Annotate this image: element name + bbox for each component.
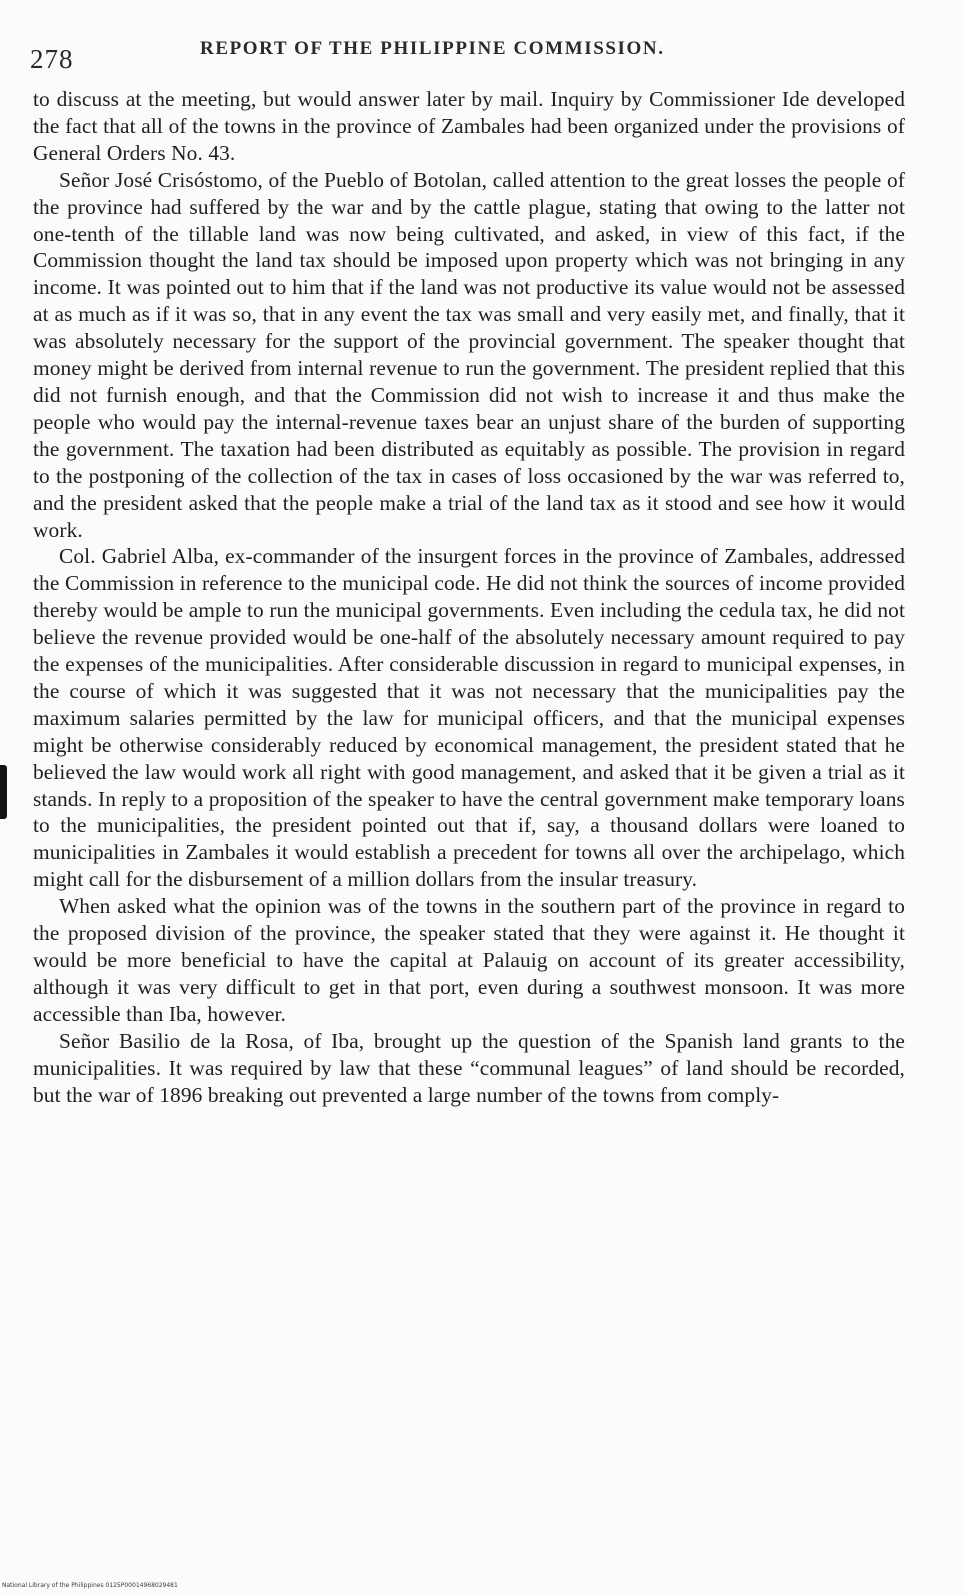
paragraph-de-la-rosa: Señor Basilio de la Rosa, of Iba, brought up the question of the Spanish land grants to the municipalities. It was required by law that these “communal leagues” of land should be recorded, but the war of 1896 breaking out prevented a large number of the towns from comply-	[33, 1028, 905, 1107]
scan-credit: National Library of the Philippines 0125P00014968029481	[2, 1582, 178, 1589]
paragraph-southern-towns: When asked what the opinion was of the towns in the southern part of the province in regard to the proposed division of the province, the speaker stated that they were against it. He thought it would be more beneficial to have the capital at Palauig on account of its greater accessibility, although it was very difficult to get in that port, even during a southwest monsoon. It was more accessible than Iba, however.	[33, 894, 905, 1026]
paragraph-crisostomo: Señor José Crisóstomo, of the Pueblo of Botolan, called attention to the great losses the people of the province had suffered by the war and by the cattle plague, stating that owing to the latter not one-tenth of the tillable land was now being cultivated, and asked, in view of this fact, if the Commission thought the land tax should be imposed upon property which was not bringing in any income. It was pointed out to him that if the land was not productive its value would not be assessed at as much as if it was so, that in any event the tax was small and very easily met, and finally, that it was absolutely necessary for the support of the provincial government. The speaker thought that money might be derived from internal revenue to run the government. The president replied that this did not furnish enough, and that the Commission did not wish to increase it and thus make the people who would pay the internal-revenue taxes bear an unjust share of the burden of supporting the government. The taxation had been distributed as equitably as possible. The provision in regard to the postponing of the collection of the tax in cases of loss occasioned by the war was referred to, and the president asked that the people make a trial of the land tax as it stood and see how it would work.	[33, 167, 905, 542]
running-head: REPORT OF THE PHILIPPINE COMMISSION.	[200, 38, 665, 59]
body-text	[33, 86, 905, 1108]
scan-margin-mark	[0, 765, 7, 819]
paragraph-alba: Col. Gabriel Alba, ex-commander of the insurgent forces in the province of Zambales, addressed the Commission in reference to the municipal code. He did not think the sources of income provided thereby would be ample to run the municipal governments. Even including the cedula tax, he did not believe the revenue provided would be one-half of the absolutely necessary amount required to pay the expenses of the municipalities. After considerable discussion in regard to municipal expenses, in the course of which it was suggested that it was not necessary that the municipalities pay the maximum salaries permitted by the law for municipal officers, and that the municipal expenses might be otherwise considerably reduced by economical management, the president stated that he believed the law would work all right with good management, and asked that it be given a trial as it stands. In reply to a proposition of the speaker to have the central government make temporary loans to the municipalities, the president pointed out that if, say, a thousand dollars were loaned to municipalities in Zambales it would establish a precedent for towns all over the archipelago, which might call for the disbursement of a million dollars from the insular treasury.	[33, 544, 905, 892]
paragraph-continuation: to discuss at the meeting, but would answer later by mail. Inquiry by Commissioner Ide developed the fact that all of the towns in the province of Zambales had been organized under the provisions of General Orders No. 43.	[33, 87, 905, 165]
page-number: 278	[30, 44, 74, 74]
page-header	[30, 32, 910, 72]
